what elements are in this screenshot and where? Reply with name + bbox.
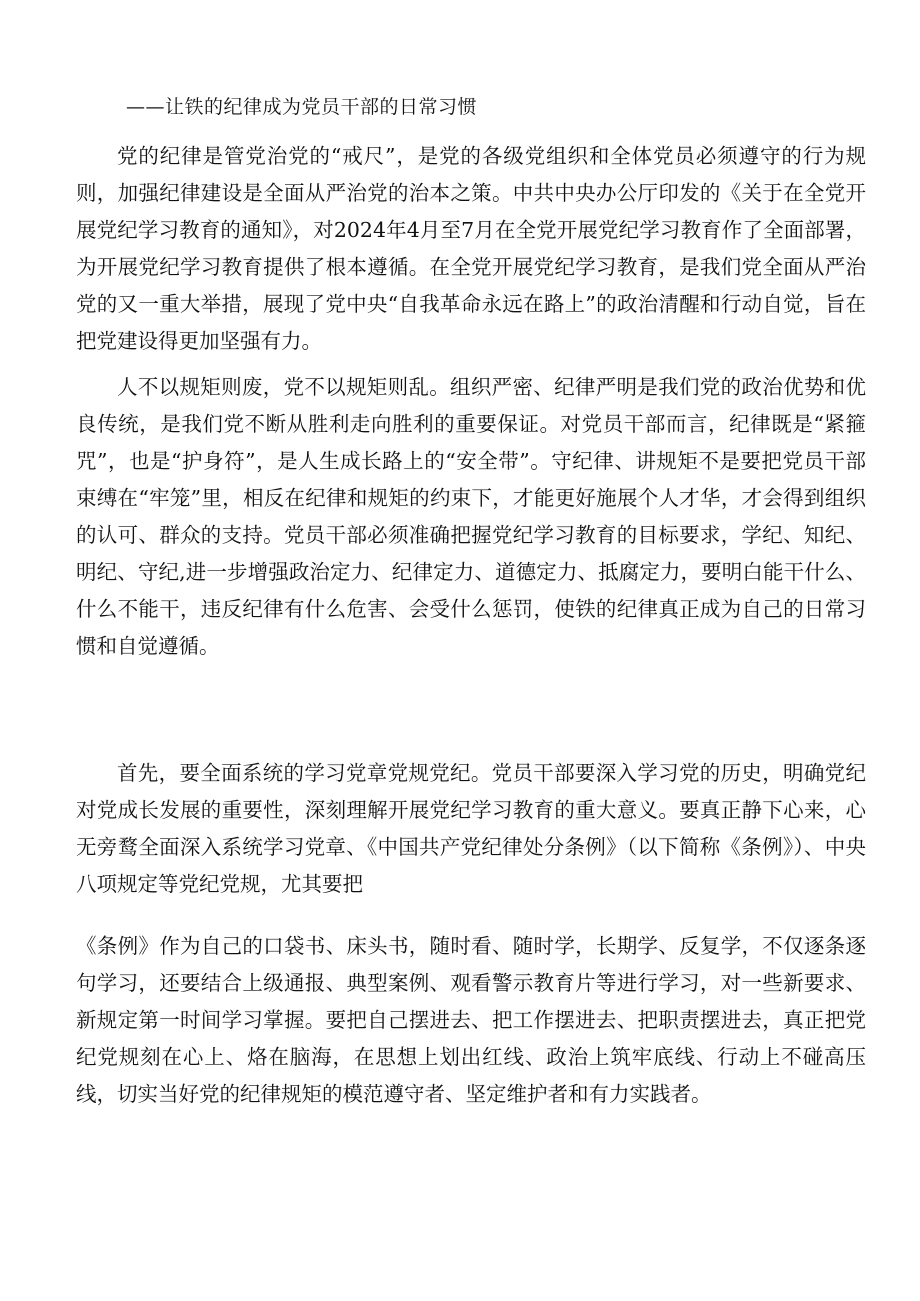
paragraph-4: 《条例》作为自己的口袋书、床头书，随时看、随时学，长期学、反复学，不仅逐条逐句学习，还要结合上级通报、典型案例、观看警示教育片等进行学习，对一些新要求、新规定第一时间学习掌握。要把自己摆进去、把工作摆进去、把职责摆进去，真正把党纪党规刻在心上、烙在脑海，在思想上划出红线、政治上筑牢底线、行动上不碰高压线，切实当好党的纪律规矩的模范遵守者、坚定维护者和有力实践者。 (76, 934, 866, 1106)
paragraph-2: 人不以规矩则废，党不以规矩则乱。组织严密、纪律严明是我们党的政治优势和优良传统，是我们党不断从胜利走向胜利的重要保证。对党员干部而言，纪律既是“紧箍咒”，也是“护身符”，是人生成长路上的“安全带”。守纪律、讲规矩不是要把党员干部束缚在“牢笼”里，相反在纪律和规矩的约束下，才能更好施展个人才华，才会得到组织的认可、群众的支持。党员干部必须准确把握党纪学习教育的目标要求，学纪、知纪、明纪、守纪,进一步增强政治定力、纪律定力、道德定力、抵腐定力，要明白能干什么、什么不能干，违反纪律有什么危害、会受什么惩罚，使铁的纪律真正成为自己的日常习惯和自觉遵循。 (76, 375, 866, 658)
paragraph-1: 党的纪律是管党治党的“戒尺”，是党的各级党组织和全体党员必须遵守的行为规则，加强纪律建设是全面从严治党的治本之策。中共中央办公厅印发的《关于在全党开展党纪学习教育的通知》，对2024年4月至7月在全党开展党纪学习教育作了全面部署，为开展党纪学习教育提供了根本遵循。在全党开展党纪学习教育，是我们党全面从严治党的又一重大举措，展现了党中央“自我革命永远在路上”的政治清醒和行动自觉，旨在把党建设得更加坚强有力。 (76, 144, 866, 353)
paragraph-3: 首先，要全面系统的学习党章党规党纪。党员干部要深入学习党的历史，明确党纪对党成长发展的重要性，深刻理解开展党纪学习教育的重大意义。要真正静下心来，心无旁鹜全面深入系统学习党章、《中国共产党纪律处分条例》（以下简称《条例》）、中央八项规定等党纪党规，尤其要把 (76, 761, 866, 896)
document-subtitle: ——让铁的纪律成为党员干部的日常习惯 (126, 96, 478, 118)
